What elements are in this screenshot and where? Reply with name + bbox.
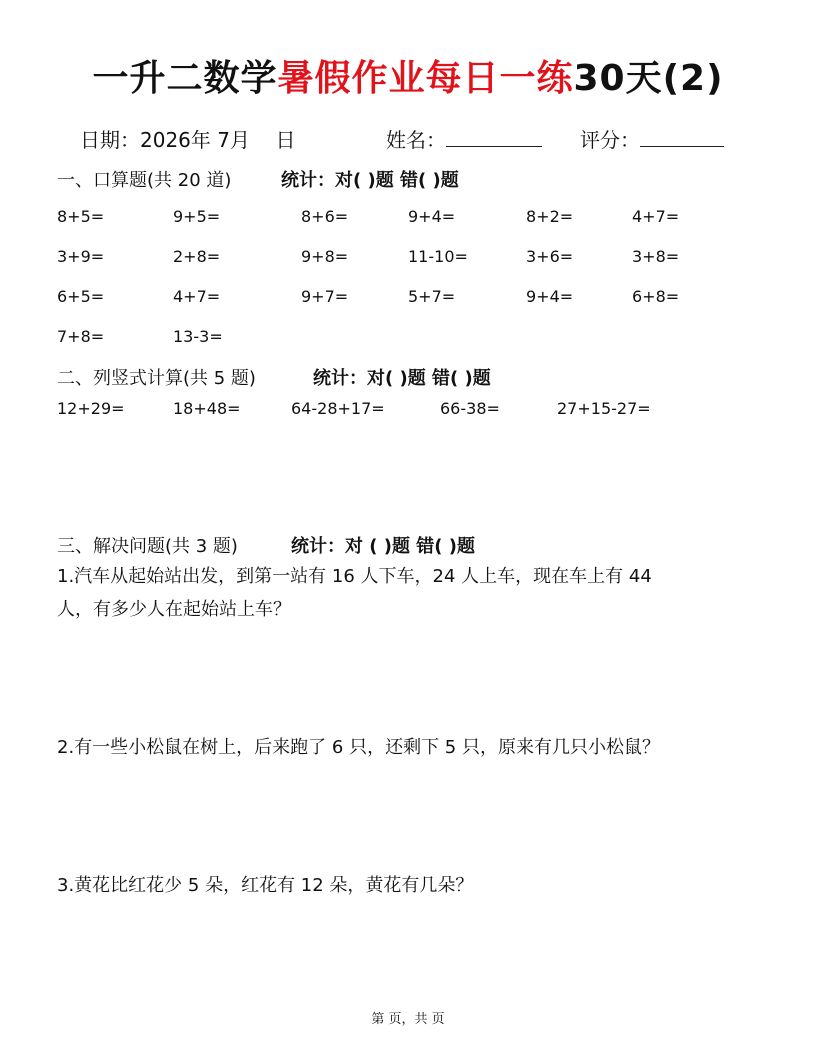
section-stat (313, 364, 491, 390)
arithmetic-problem: 9+4= (526, 287, 574, 306)
arithmetic-problem: 6+5= (57, 287, 105, 306)
arithmetic-problem: 4+7= (632, 207, 680, 226)
arithmetic-problem: 8+6= (301, 207, 349, 226)
arithmetic-problem: 3+8= (632, 247, 680, 266)
arithmetic-problem: 9+7= (301, 287, 349, 306)
section-stat-text: 统计：对( )题 错( )题 (313, 368, 491, 389)
score-label: 评分： (580, 128, 640, 152)
arithmetic-problem: 5+7= (408, 287, 456, 306)
section-heading (57, 532, 238, 558)
arithmetic-problem: 3+9= (57, 247, 105, 266)
arithmetic-problem: 8+5= (57, 207, 105, 226)
vertical-calc-problem: 18+48= (173, 399, 241, 418)
section-stat-text: 统计：对 ( )题 错( )题 (291, 536, 475, 557)
section-title: 三、解决问题(共 3 题) (57, 536, 238, 557)
title-black-part: 一升二数学 (92, 58, 278, 99)
word-problem-line: 人，有多少人在起始站上车？ (57, 599, 291, 620)
arithmetic-problem: 6+8= (632, 287, 680, 306)
page-footer: 第 页，共 页 (371, 1012, 445, 1027)
arithmetic-problem: 9+5= (173, 207, 221, 226)
arithmetic-problem: 7+8= (57, 327, 105, 346)
score-blank[interactable] (640, 126, 724, 147)
arithmetic-problem: 9+4= (408, 207, 456, 226)
word-problem-line: 3.黄花比红花少 5 朵，红花有 12 朵，黄花有几朵？ (57, 875, 474, 896)
name-field (386, 124, 542, 153)
date-year: 2026年 (140, 128, 211, 152)
title-suffix: 30天(2) (573, 58, 724, 99)
title-red-part: 暑假作业每日一练 (277, 58, 574, 99)
date-label: 日期： (80, 128, 140, 152)
vertical-calc-problem: 27+15-27= (557, 399, 651, 418)
page-title (0, 50, 816, 101)
vertical-calc-problem: 64-28+17= (291, 399, 385, 418)
arithmetic-problem: 8+2= (526, 207, 574, 226)
arithmetic-problem: 13-3= (173, 327, 223, 346)
word-problem-line: 2.有一些小松鼠在树上，后来跑了 6 只，还剩下 5 只，原来有几只小松鼠？ (57, 737, 660, 758)
date-field (80, 124, 295, 153)
section-title: 一、口算题(共 20 道) (57, 170, 232, 191)
score-field (580, 124, 724, 153)
date-month: 7月 (217, 128, 250, 152)
section-title: 二、列竖式计算(共 5 题) (57, 368, 256, 389)
section-stat (281, 166, 459, 192)
arithmetic-problem: 9+8= (301, 247, 349, 266)
arithmetic-problem: 11-10= (408, 247, 468, 266)
name-label: 姓名： (386, 128, 446, 152)
section-heading (57, 364, 256, 390)
vertical-calc-problem: 66-38= (440, 399, 500, 418)
section-heading (57, 166, 231, 192)
arithmetic-problem: 4+7= (173, 287, 221, 306)
vertical-calc-problem: 12+29= (57, 399, 125, 418)
word-problem-line: 1.汽车从起始站出发，到第一站有 16 人下车，24 人上车，现在车上有 44 (57, 566, 652, 587)
name-blank[interactable] (446, 126, 542, 147)
arithmetic-problem: 3+6= (526, 247, 574, 266)
arithmetic-problem: 2+8= (173, 247, 221, 266)
section-stat-text: 统计：对( )题 错( )题 (281, 170, 459, 191)
date-day-label: 日 (275, 128, 296, 152)
section-stat (291, 532, 475, 558)
